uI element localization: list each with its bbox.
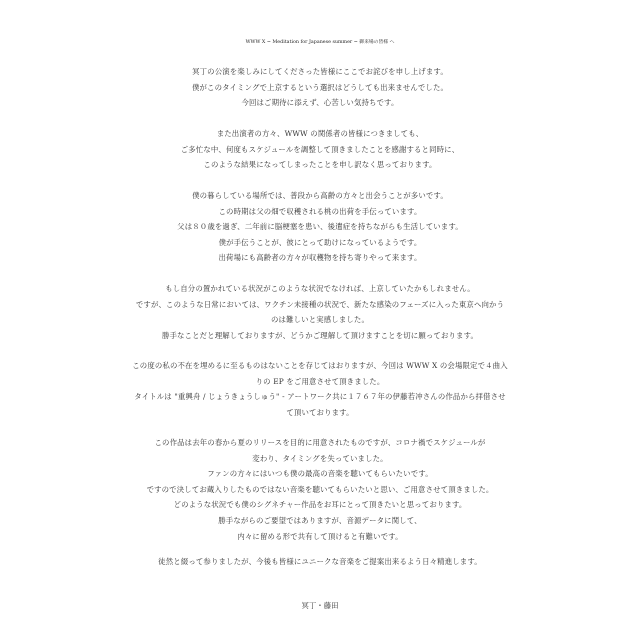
text-line: 冥丁の公演を楽しみにしてくださった皆様にここでお詫びを申し上げます。 (192, 67, 448, 76)
text-line: 僕がこのタイミングで上京するという選択はどうしても出来ませんでした。 (191, 82, 449, 92)
text-line: ご多忙な中、何度もスケジュールを調整して頂きましたことを感謝すると同時に、 (180, 144, 460, 154)
paragraph-ep-details (20, 435, 620, 544)
paragraph-thanks (20, 126, 620, 173)
text-line: 勝手ながらのご要望ではありますが、音源データに関して、 (218, 515, 422, 525)
text-line: ですので決してお蔵入りしたものではない音楽を聴いてもらいたいと思い、ご用意させて頂きました。 (146, 484, 494, 494)
paragraph-decision (20, 281, 620, 343)
text-line: 内々に留める形で共有して頂けると有難いです。 (237, 531, 403, 541)
text-line: ですが、このような日常においては、ワクチン未接種の状況で、新たな感染のフェーズに入った東京へ向かう (135, 299, 505, 309)
paragraph-circumstances (20, 188, 620, 266)
text-line: この時期は父の畑で収穫される桃の出荷を手伝っています。 (218, 206, 422, 216)
text-line: 勝手なことだと理解しておりますが、どうかご理解して頂けますことを切に願っております。 (161, 330, 479, 340)
text-line: ファンの方々にはいつも僕の最高の音楽を聴いてもらいたいです。 (207, 469, 433, 479)
text-line: て頂いております。 (286, 407, 354, 417)
text-line: 僕の暮らしている場所では、普段から高齢の方々と出会うことが多いです。 (192, 191, 448, 200)
text-line: この度の私の不在を埋めるに至るものはないことを存じてはおりますが、今回は WWW X の会場限定で４曲入 (132, 361, 508, 370)
text-line: 父は８０歳を過ぎ、二年前に脳梗塞を患い、後遺症を持ちながらも生活しています。 (177, 222, 463, 232)
signature: 冥丁・藤田 (301, 601, 339, 610)
text-line: 変わり、タイミングを失っていました。 (252, 453, 388, 463)
text-line: りの EP をご用意させて頂きました。 (255, 376, 385, 386)
letter-title: WWW X ~ Meditation for Japanese summer ~ 御来場の皆様 へ (245, 40, 395, 45)
text-line: 徒然と綴って参りましたが、今後も皆様にユニークな音楽をご提案出来るよう日々精進します。 (158, 557, 482, 566)
text-line: 出荷場にも高齢者の方々が収穫物を持ち寄りやって来ます。 (218, 253, 422, 263)
paragraph-ep-announcement (20, 358, 620, 420)
paragraph-apology (20, 64, 620, 111)
text-line: どのような状況でも僕のシグネチャー作品をお耳にとって頂きたいと思っております。 (173, 500, 467, 510)
text-line: この作品は去年の春から夏のリリースを目的に用意されたものですが、コロナ禍でスケジュールが (154, 438, 486, 447)
text-line: また出演者の方々、WWW の関係者の皆様につきましても、 (216, 129, 424, 138)
text-line: 僕が手伝うことが、彼にとって助けになっているようです。 (218, 237, 422, 247)
text-line: タイトルは "重興舟 / じょうきょうしゅう" - アートワーク共に１７６７年の伊藤若冲さんの作品から拝借させ (134, 392, 506, 402)
text-line: 今回はご期待に添えず、心苦しい気持ちです。 (241, 98, 399, 108)
text-line: もし自分の置かれている状況がこのような状況でなければ、上京していたかもしれません。 (165, 284, 475, 293)
text-line: のは難しいと実感しました。 (270, 315, 370, 325)
paragraph-closing (20, 554, 620, 570)
text-line: このような結果になってしまったことを申し訳なく思っております。 (203, 160, 437, 170)
